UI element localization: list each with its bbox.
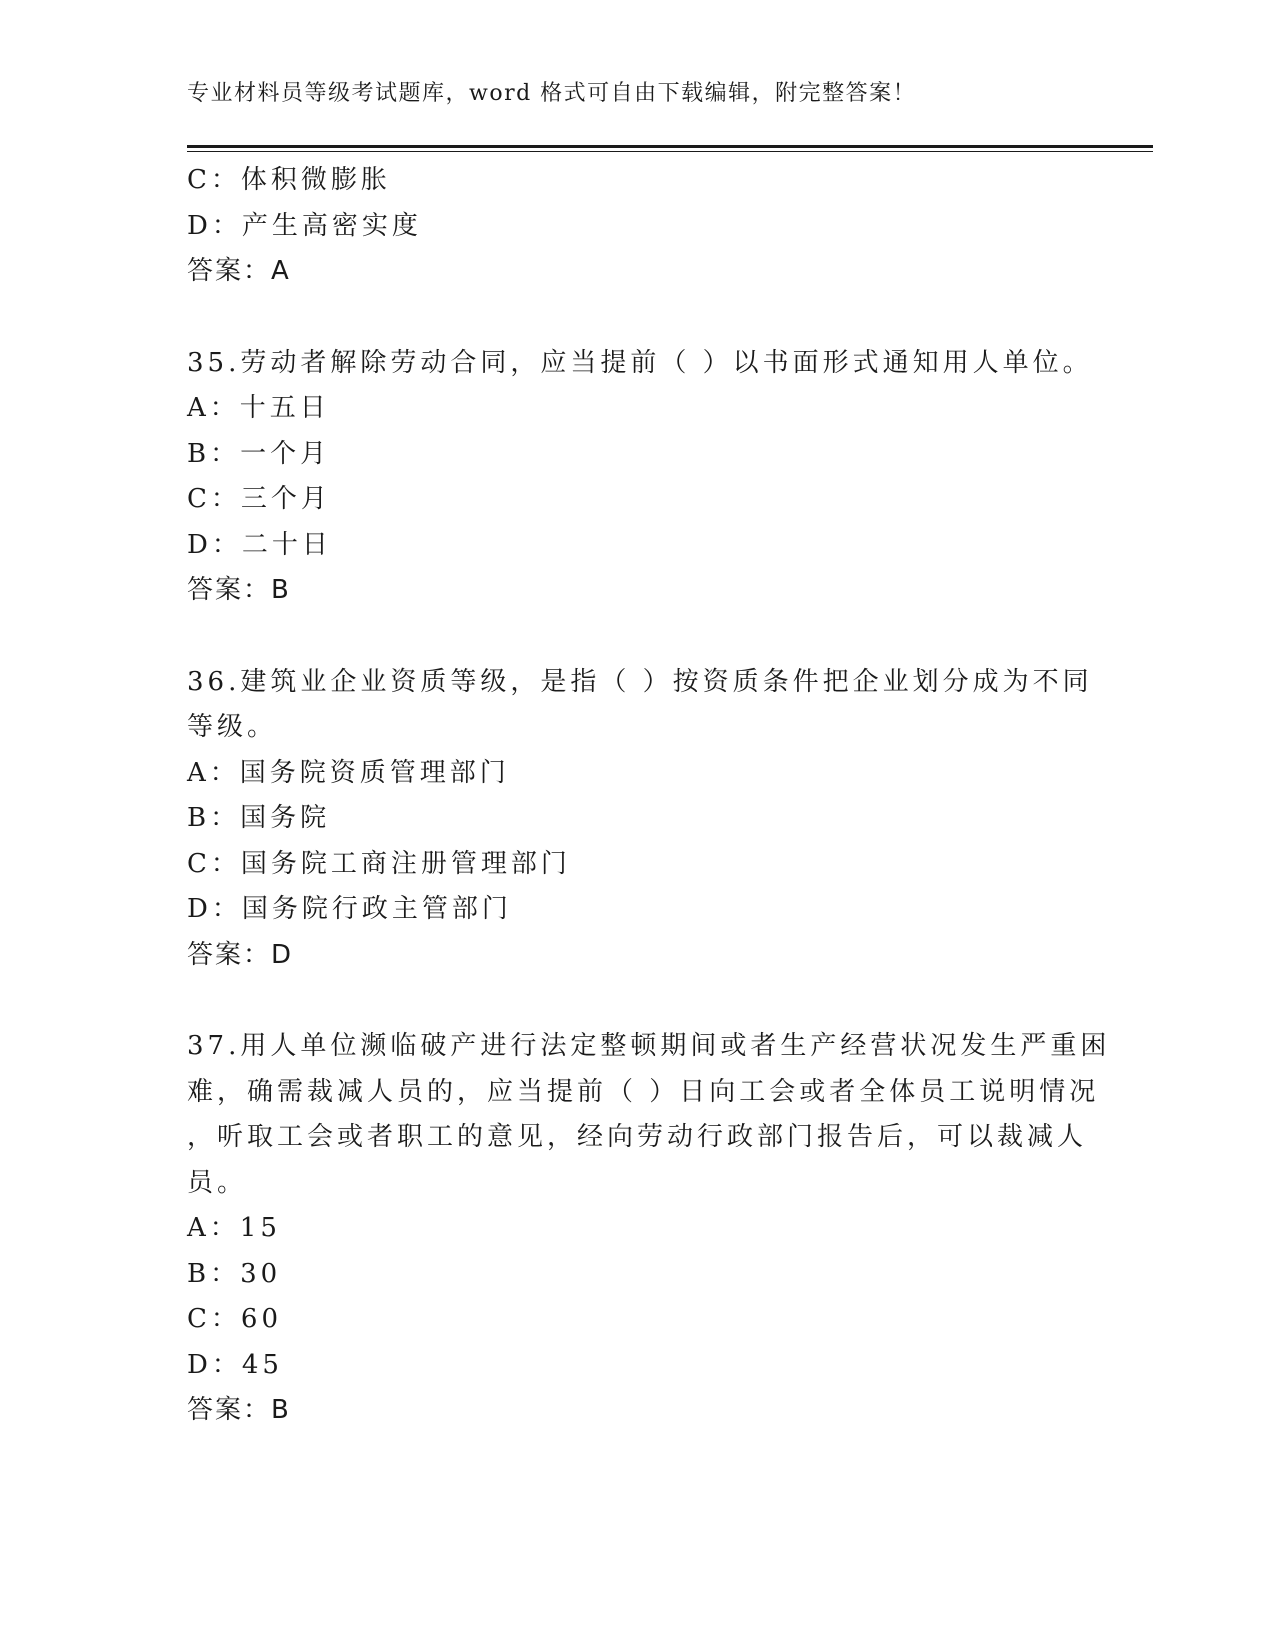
option-label: C： [187,1304,241,1334]
header-rule-thick [187,145,1153,148]
option-item [187,523,1077,569]
option-text: 二十日 [241,529,332,560]
option-item [187,751,1077,797]
option-text: 60 [240,1304,282,1334]
option-text: 产生高密实度 [241,210,422,241]
answer-line: 答案：B [187,575,291,605]
option-text: 国务院行政主管部门 [241,894,512,924]
question-text: 等级。 [187,712,278,742]
option-text: 45 [241,1349,283,1380]
continued-question-block [187,158,1077,295]
option-label: B： [187,803,241,833]
option-label: C： [187,848,241,879]
option-label: A： [187,1213,240,1243]
option-label: D： [187,529,242,560]
answer-line: 答案：D [187,939,294,970]
spacer [187,978,1077,1024]
option-text: 30 [240,1258,282,1289]
spacer [187,295,1077,341]
option-text: 十五日 [239,393,330,423]
option-label: C： [187,165,241,195]
option-item [187,432,1077,478]
option-item [187,887,1077,933]
option-label: A： [187,393,240,423]
option-item [187,796,1077,842]
option-label: C： [187,484,241,514]
question-block-35 [187,341,1093,614]
question-text: 36.建筑业企业资质等级，是指（ ）按资质条件把企业划分成为不同 [187,666,1093,697]
option-item [187,158,1077,204]
option-label: B： [187,438,241,469]
option-item [187,1252,1077,1298]
question-text: 37.用人单位濒临破产进行法定整顿期间或者生产经营状况发生严重困 [187,1031,1111,1061]
question-block-36 [187,660,1093,979]
option-label: A： [187,757,240,788]
option-item [187,386,1077,432]
question-content [187,158,1111,1434]
option-item [187,1343,1077,1389]
option-text: 国务院 [240,803,331,833]
option-text: 国务院资质管理部门 [239,757,510,788]
page-header: 专业材料员等级考试题库，word 格式可自由下载编辑，附完整答案！ [187,81,917,106]
header-rule-thin [187,151,1153,152]
option-label: B： [187,1258,241,1289]
option-item [187,204,1077,250]
answer-line: 答案：B [187,1395,291,1425]
option-label: D： [187,1349,242,1380]
option-text: 体积微膨胀 [240,165,391,195]
option-item [187,1206,1077,1252]
option-item [187,477,1077,523]
question-text: ，听取工会或者职工的意见，经向劳动行政部门报告后，可以裁减人 [187,1122,1088,1152]
option-label: D： [187,210,242,241]
option-text: 三个月 [240,484,331,514]
option-text: 一个月 [240,438,331,469]
question-text: 35.劳动者解除劳动合同，应当提前（ ）以书面形式通知用人单位。 [187,347,1093,378]
option-label: D： [187,894,242,924]
question-block-37 [187,1024,1111,1434]
question-text: 难，确需裁减人员的，应当提前（ ）日向工会或者全体员工说明情况 [187,1076,1100,1107]
question-text: 员。 [187,1167,248,1198]
option-text: 国务院工商注册管理部门 [240,848,571,879]
answer-line: 答案：A [187,256,291,286]
option-item [187,1297,1077,1343]
spacer [187,614,1077,660]
option-text: 15 [239,1213,281,1243]
option-item [187,842,1077,888]
